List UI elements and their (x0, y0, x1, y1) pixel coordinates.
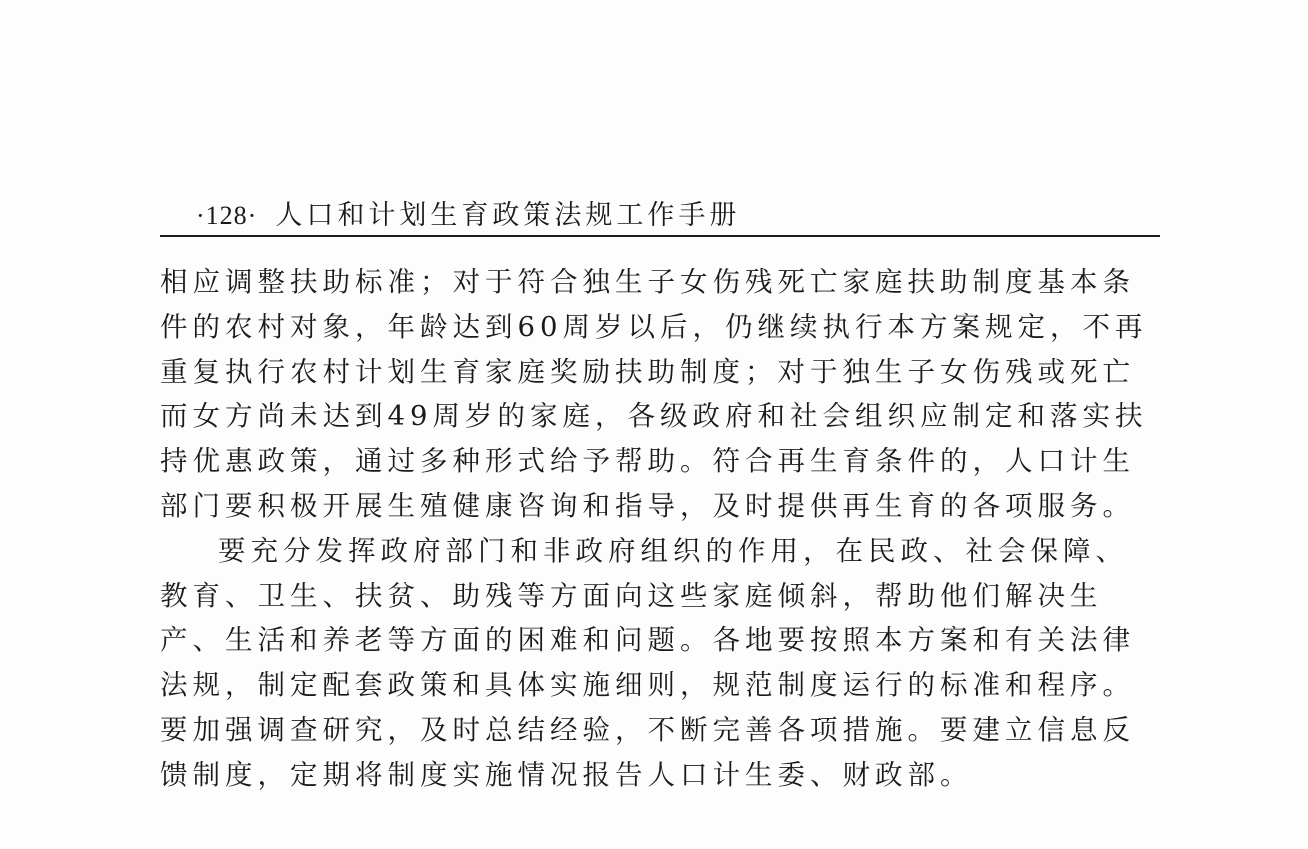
body-text (160, 260, 1160, 798)
text-line: 要加强调查研究，及时总结经验，不断完善各项措施。要建立信息反 (160, 713, 1135, 746)
text-line: 持优惠政策，通过多种形式给予帮助。符合再生育条件的，人口计生 (160, 445, 1135, 478)
text-line: 馈制度，定期将制度实施情况报告人口计生委、财政部。 (160, 758, 973, 791)
text-line: 部门要积极开展生殖健康咨询和指导，及时提供再生育的各项服务。 (160, 489, 1135, 522)
page-header (160, 188, 1160, 236)
text-line: 件的农村对象，年龄达到60周岁以后，仍继续执行本方案规定，不再 (160, 310, 1148, 343)
text-line: 产、生活和养老等方面的困难和问题。各地要按照本方案和有关法律 (160, 624, 1135, 657)
running-title: 人口和计划生育政策法规工作手册 (275, 200, 741, 231)
text-line: 法规，制定配套政策和具体实施细则，规范制度运行的标准和程序。 (160, 669, 1135, 702)
header-rule (160, 235, 1160, 237)
text-line: 而女方尚未达到49周岁的家庭，各级政府和社会组织应制定和落实扶 (160, 400, 1148, 433)
page-number: ·128· (196, 201, 258, 230)
text-line: 相应调整扶助标准；对于符合独生子女伤残死亡家庭扶助制度基本条 (160, 266, 1135, 298)
text-line: 教育、卫生、扶贫、助残等方面向这些家庭倾斜，帮助他们解决生 (160, 579, 1103, 612)
text-line: 重复执行农村计划生育家庭奖励扶助制度；对于独生子女伤残或死亡 (160, 355, 1135, 388)
text-line: 要充分发挥政府部门和非政府组织的作用，在民政、社会保障、 (218, 534, 1128, 567)
